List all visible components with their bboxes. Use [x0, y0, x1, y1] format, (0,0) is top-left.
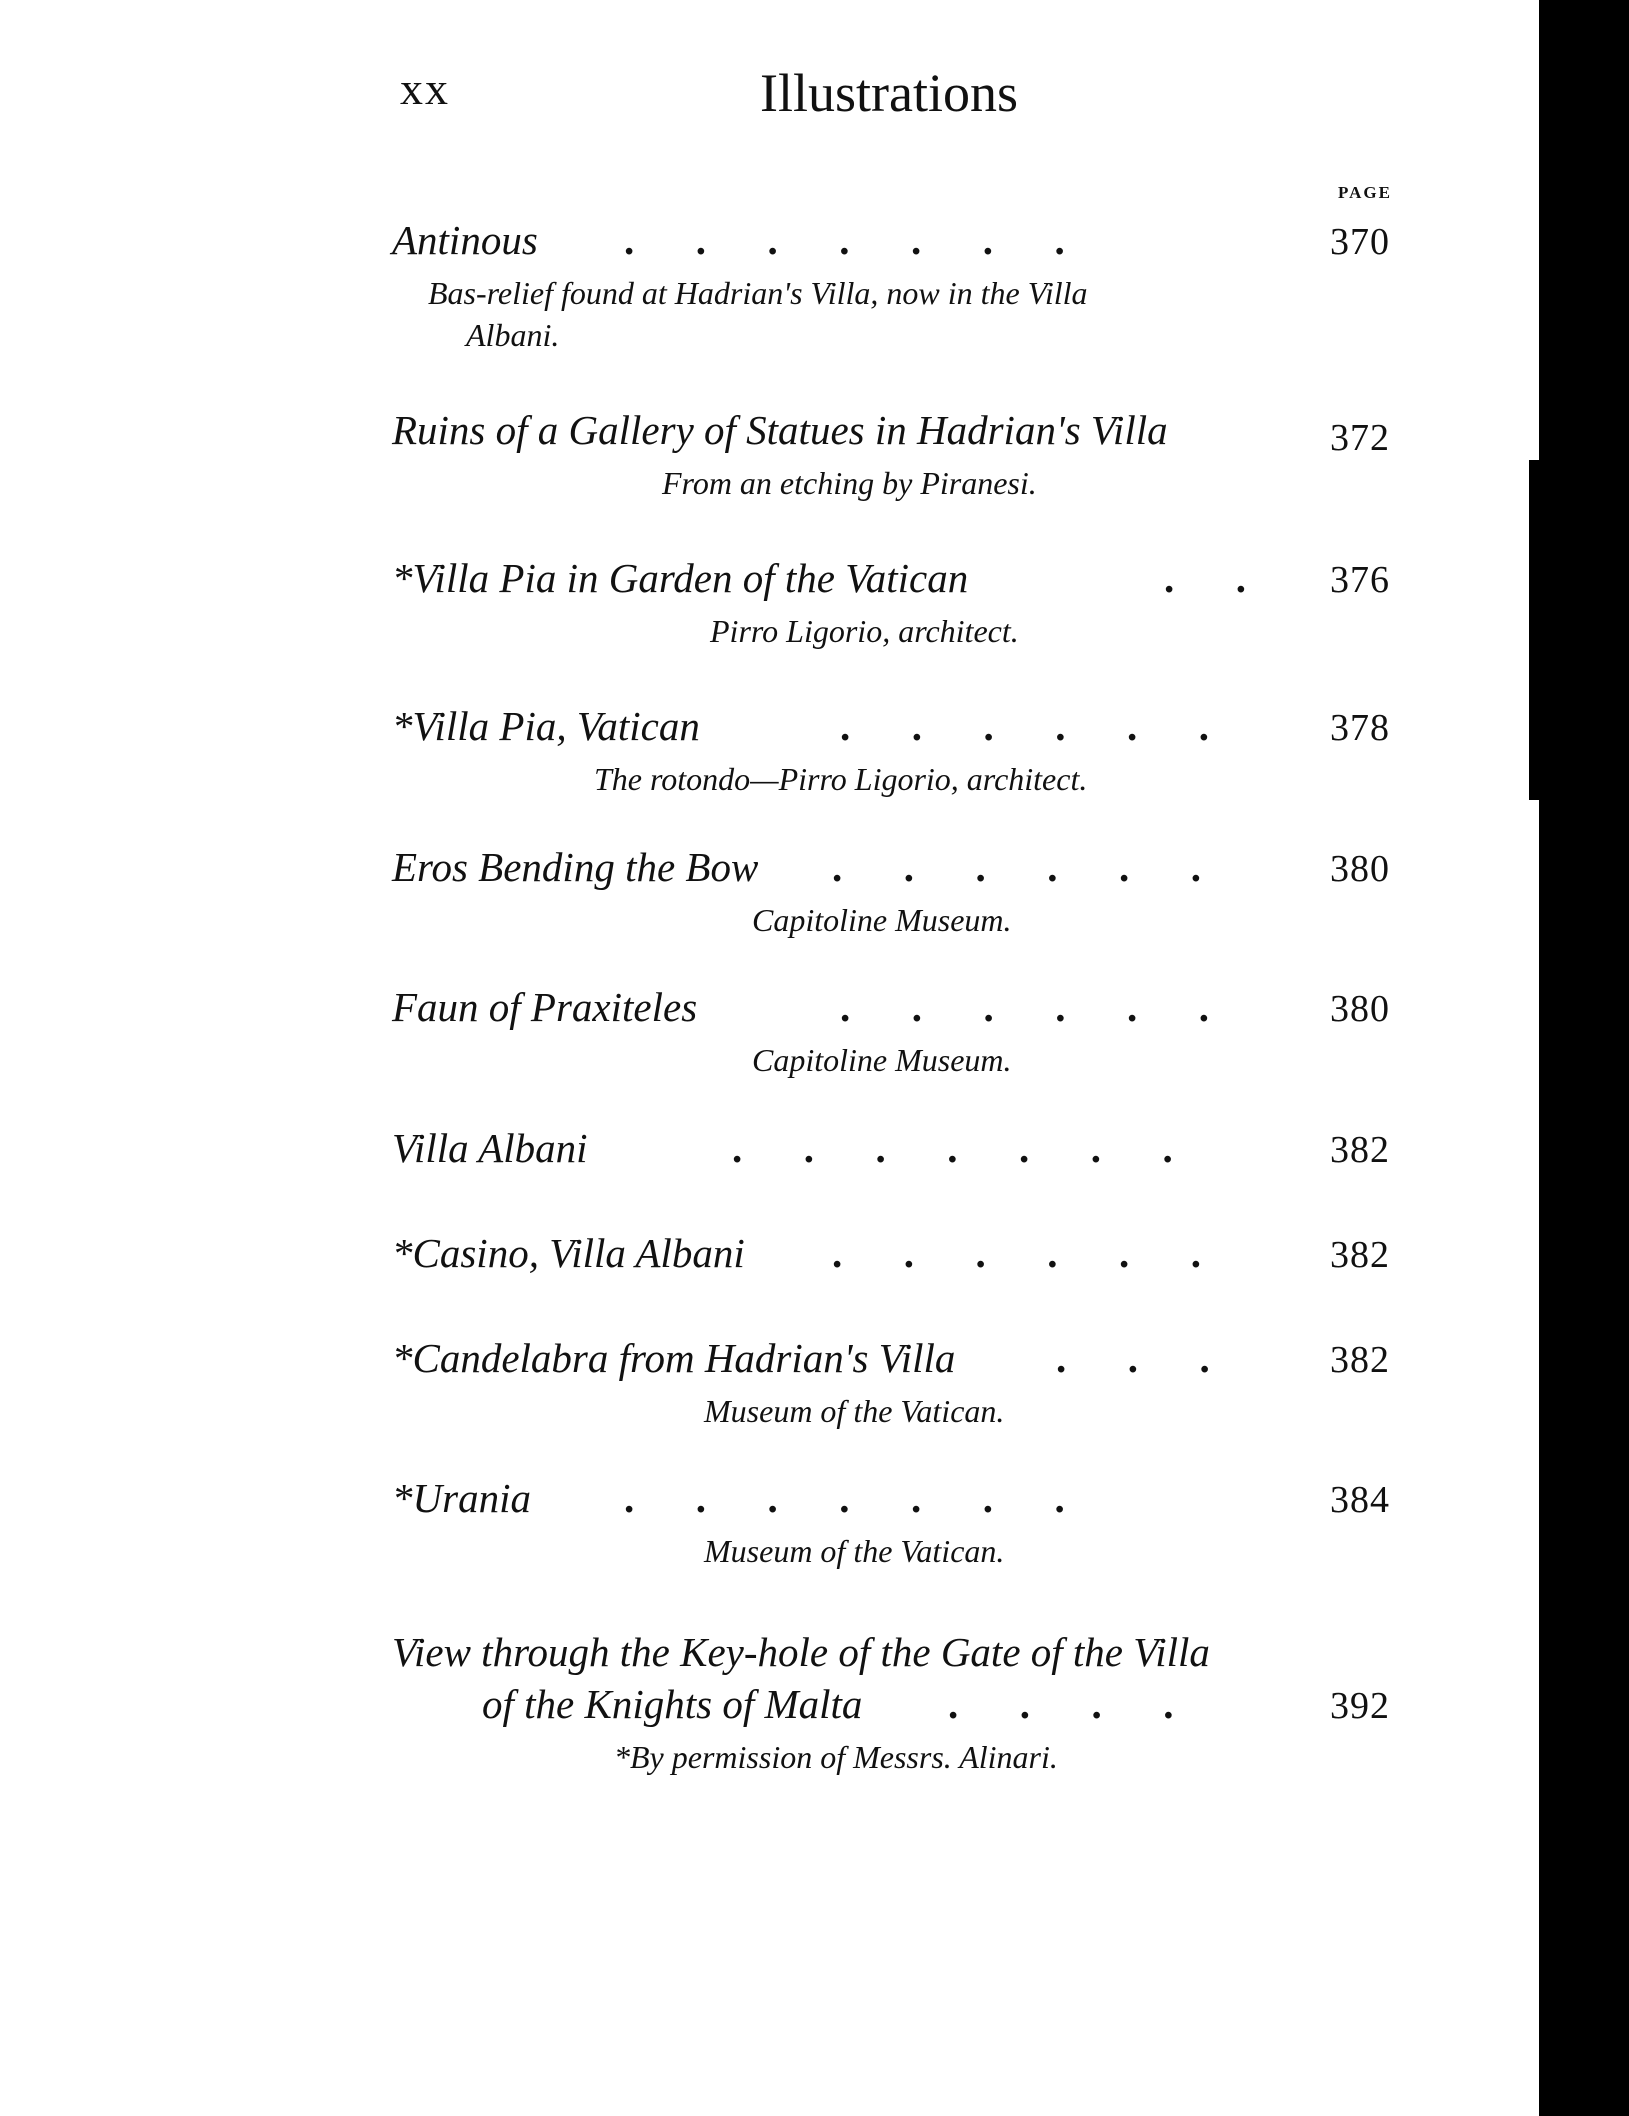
caption-line: Albani.: [466, 317, 560, 353]
entry-page-number: 384: [1330, 1479, 1390, 1521]
entry-page-number: 382: [1330, 1234, 1390, 1276]
scan-book-edge: [1539, 960, 1563, 1080]
dot-leader: . . . . . . .: [624, 1475, 1065, 1521]
caption-line: Capitoline Museum.: [752, 902, 1012, 938]
caption-line: Pirro Ligorio, architect.: [710, 613, 1019, 649]
entry-title: Villa Albani: [392, 1125, 588, 1171]
toc-entry: [392, 554, 1402, 649]
entry-page-number: 370: [1330, 221, 1390, 263]
entry-title: *Casino, Villa Albani: [392, 1230, 745, 1276]
toc-entry: [392, 406, 1402, 501]
entry-title: Faun of Praxiteles: [392, 984, 698, 1030]
entry-row: [392, 1628, 1402, 1688]
entry-row: [392, 554, 1402, 614]
entry-title: *Urania: [392, 1475, 531, 1521]
page-folio: xx: [400, 63, 450, 114]
entry-caption: [710, 610, 1019, 652]
entry-row: [392, 702, 1402, 762]
dot-leader: . . .: [1056, 1335, 1210, 1381]
caption-line: Museum of the Vatican.: [704, 1533, 1005, 1569]
entry-title: Ruins of a Gallery of Statues in Hadrian's Villa: [392, 407, 1168, 453]
entry-caption: [704, 1390, 1004, 1432]
dot-leader: . . . . . . .: [732, 1125, 1173, 1171]
entry-page-number: 382: [1330, 1339, 1390, 1381]
running-title: Illustrations: [760, 63, 1018, 123]
entry-caption: [662, 462, 1037, 504]
entry-title: View through the Key-hole of the Gate of the Villa: [392, 1629, 1210, 1675]
entry-page-number: 392: [1330, 1685, 1390, 1727]
entry-title: *Villa Pia, Vatican: [392, 703, 700, 749]
toc-entry: [392, 1124, 1402, 1184]
dot-leader: . . . .: [948, 1681, 1174, 1727]
entry-row: [392, 1229, 1402, 1289]
caption-line: Bas-relief found at Hadrian's Villa, now in the Villa: [428, 275, 1088, 311]
entry-caption: [428, 272, 1088, 356]
entry-page-number: 372: [1330, 417, 1390, 459]
entry-row: [392, 983, 1402, 1043]
entry-title: *Candelabra from Hadrian's Villa: [392, 1335, 956, 1381]
entry-title: Eros Bending the Bow: [392, 844, 759, 890]
caption-line: Museum of the Vatican.: [704, 1393, 1005, 1429]
toc-entry: [392, 702, 1402, 797]
entry-row: [392, 1680, 1402, 1740]
entry-page-number: 382: [1330, 1129, 1390, 1171]
dot-leader: . . . . . .: [840, 984, 1209, 1030]
entry-row: [392, 1334, 1402, 1394]
entry-caption: [594, 758, 1087, 800]
entry-page-number: 376: [1330, 559, 1390, 601]
scan-book-edge: [1529, 460, 1569, 800]
entry-page-number: 380: [1330, 988, 1390, 1030]
toc-entry: [392, 216, 1402, 353]
page-column-label: PAGE: [1338, 183, 1392, 202]
entry-caption: [752, 899, 1012, 941]
entry-caption: [752, 1039, 1012, 1081]
entry-row: [392, 1124, 1402, 1184]
caption-line: From an etching by Piranesi.: [662, 465, 1037, 501]
dot-leader: . . . . . .: [840, 703, 1209, 749]
entry-title-continuation: of the Knights of Malta: [482, 1681, 863, 1727]
entry-row: [392, 1474, 1402, 1534]
entry-caption: [614, 1736, 1058, 1778]
entry-title: Antinous: [392, 217, 538, 263]
dot-leader: . . . . . .: [832, 1230, 1201, 1276]
entry-page-number: 378: [1330, 707, 1390, 749]
entry-row: [392, 843, 1402, 903]
entry-row: [392, 406, 1402, 466]
toc-entry: [392, 1474, 1402, 1569]
toc-entry: [392, 1628, 1402, 1775]
dot-leader: . .: [1164, 555, 1246, 601]
toc-entry: [392, 983, 1402, 1078]
entry-row: [392, 216, 1402, 276]
entry-caption: [704, 1530, 1004, 1572]
entry-page-number: 380: [1330, 848, 1390, 890]
toc-entry: [392, 1229, 1402, 1289]
dot-leader: . . . . . . .: [624, 217, 1065, 263]
dot-leader: . . . . . .: [832, 844, 1201, 890]
caption-line: Capitoline Museum.: [752, 1042, 1012, 1078]
toc-entry: [392, 1334, 1402, 1429]
toc-entry: [392, 843, 1402, 938]
entry-title: *Villa Pia in Garden of the Vatican: [392, 555, 969, 601]
caption-line: *By permission of Messrs. Alinari.: [614, 1739, 1058, 1775]
caption-line: The rotondo—Pirro Ligorio, architect.: [594, 761, 1088, 797]
